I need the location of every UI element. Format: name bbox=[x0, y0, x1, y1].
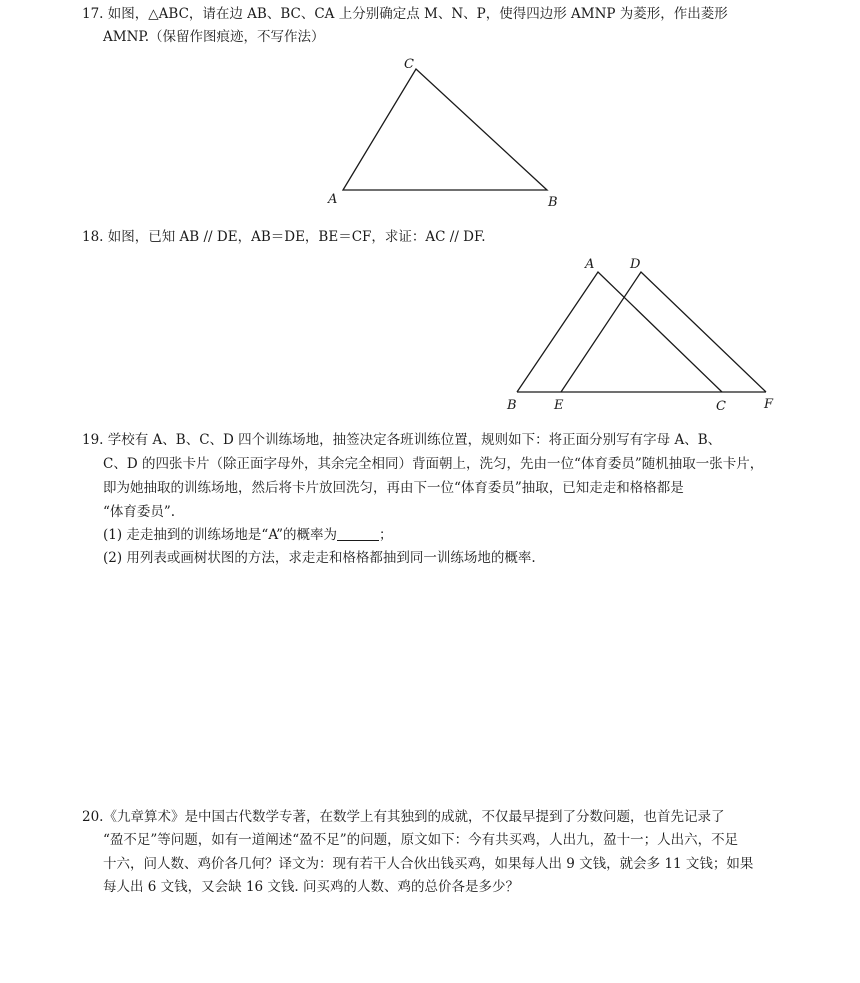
label-c: C bbox=[404, 57, 414, 72]
figure-q17-triangle bbox=[327, 57, 558, 210]
q20-line-1: 20.《九章算术》是中国古代数学专著，在数学上有其独到的成就，不仅最早提到了分数问题，也首先记录了 bbox=[82, 809, 725, 825]
label-b-18: B bbox=[507, 398, 517, 413]
q20-line-4: 每人出 6 文钱，又会缺 16 文钱. 问买鸡的人数、鸡的总价各是多少？ bbox=[103, 879, 520, 895]
triangle-abc bbox=[343, 69, 547, 190]
q19-part-1-end: ； bbox=[378, 527, 393, 543]
label-f-18: F bbox=[764, 397, 774, 412]
q20-line-2: “盈不足”等问题，如有一道阐述“盈不足”的问题，原文如下：今有共买鸡，人出九，盈十一；人出六，不足 bbox=[103, 832, 739, 848]
q19-line-2: C、D 的四张卡片（除正面字母外，其余完全相同）背面朝上，洗匀，先由一位“体育委员”随机抽取一张卡片， bbox=[103, 456, 764, 472]
figure-q18-triangles bbox=[506, 257, 774, 414]
q19-part-2: (2) 用列表或画树状图的方法，求走走和格格都抽到同一训练场地的概率. bbox=[103, 550, 536, 566]
label-c-18: C bbox=[716, 399, 726, 414]
q17-line-1: 17. 如图，△ABC，请在边 AB、BC、CA 上分别确定点 M、N、P，使得四边形 AMNP 为菱形，作出菱形 bbox=[82, 6, 728, 22]
q19-part-1-text: (1) 走走抽到的训练场地是“A”的概率为 bbox=[103, 527, 337, 543]
q17-line-2: AMNP.（保留作图痕迹，不写作法） bbox=[103, 29, 325, 45]
q20-line-3: 十六，问人数、鸡价各几何？译文为：现有若干人合伙出钱买鸡，如果每人出 9 文钱，就会多 11 文钱；如果 bbox=[103, 856, 754, 872]
q19-line-1: 19. 学校有 A、B、C、D 四个训练场地，抽签决定各班训练位置，规则如下：将正面分别写有字母 A、B、 bbox=[82, 432, 722, 448]
q19-line-4: “体育委员”. bbox=[103, 504, 176, 520]
label-b: B bbox=[548, 195, 558, 210]
label-a: A bbox=[328, 192, 338, 207]
triangle-abc-18 bbox=[517, 272, 722, 392]
label-a-18: A bbox=[585, 257, 595, 272]
label-d-18: D bbox=[630, 257, 641, 272]
q19-line-3: 即为她抽取的训练场地，然后将卡片放回洗匀，再由下一位“体育委员”抽取，已知走走和格格都是 bbox=[103, 480, 684, 496]
label-e-18: E bbox=[554, 398, 564, 413]
triangle-def bbox=[561, 272, 766, 392]
q18-line-1: 18. 如图，已知 AB // DE，AB＝DE，BE＝CF，求证：AC // DF. bbox=[82, 229, 486, 245]
